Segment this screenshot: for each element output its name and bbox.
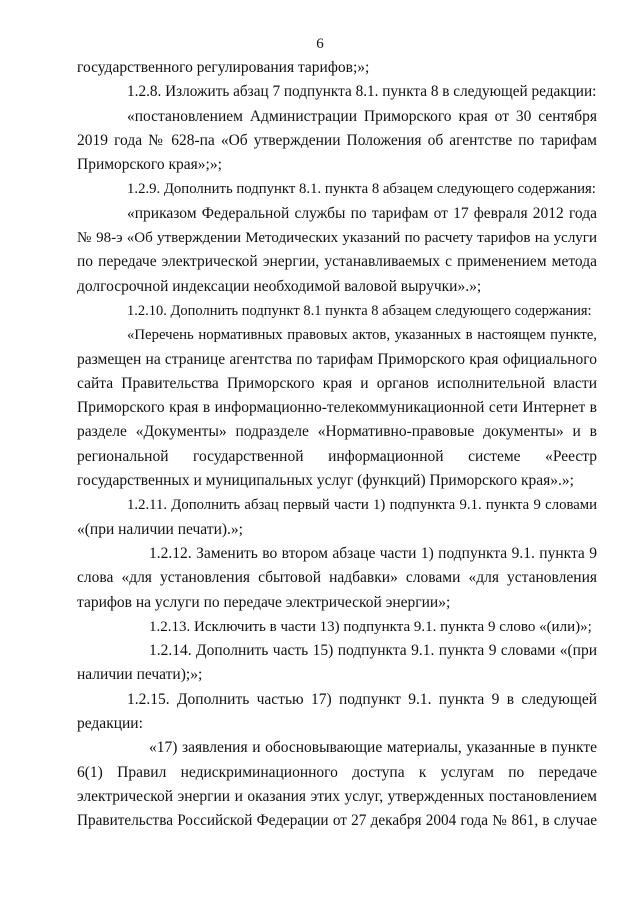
- text-line: «(при наличии печати).»;: [77, 520, 243, 538]
- text-line: 1.2.13. Исключить в части 13) подпункта 9.1. пункта 9 слово «(или)»;: [149, 618, 592, 635]
- text-line: государственных и муниципальных услуг (функций) Приморского края».»;: [77, 472, 574, 490]
- text-line: Правительства Российской Федерации от 27 декабря 2004 года № 861, в случае: [77, 812, 597, 830]
- text-line: 1.2.11. Дополнить абзац первый части 1) подпункта 9.1. пункта 9 словами: [127, 497, 597, 514]
- text-line: № 98-э «Об утверждении Методических указаний по расчету тарифов на услуги: [77, 230, 597, 247]
- text-line: 1.2.15. Дополнить частью 17) подпункт 9.1. пункта 9 в следующей: [127, 690, 597, 708]
- text-line: слова «для установления сбытовой надбавки» словами «для установления: [77, 569, 597, 587]
- text-line: 1.2.8. Изложить абзац 7 подпункта 8.1. пункта 8 в следующей редакции:: [127, 83, 597, 101]
- page-number: 6: [316, 36, 324, 52]
- text-line: сайта Правительства Приморского края и органов исполнительной власти: [77, 374, 597, 392]
- text-line: размещен на странице агентства по тарифам Приморского края официального: [77, 350, 597, 368]
- document-body: [77, 56, 597, 834]
- text-line: «приказом Федеральной службы по тарифам от 17 февраля 2012 года: [127, 204, 597, 222]
- text-line: тарифов на услуги по передаче электрической энергии»;: [77, 593, 451, 611]
- text-line: 1.2.9. Дополнить подпункт 8.1. пункта 8 абзацем следующего содержания:: [127, 181, 596, 198]
- text-line: редакции:: [77, 715, 143, 733]
- text-line: 1.2.12. Заменить во втором абзаце части 1) подпункта 9.1. пункта 9: [149, 544, 597, 562]
- text-line: долгосрочной индексации необходимой валовой выручки».»;: [77, 277, 482, 295]
- text-line: «17) заявления и обосновывающие материалы, указанные в пункте: [149, 739, 597, 757]
- text-line: «Перечень нормативных правовых актов, указанных в настоящем пункте,: [127, 327, 597, 344]
- text-line: «постановлением Администрации Приморского края от 30 сентября: [127, 107, 597, 125]
- text-line: Приморского края»;»;: [77, 156, 222, 174]
- text-line: государственного регулирования тарифов;»;: [77, 59, 370, 76]
- text-line: 1.2.10. Дополнить подпункт 8.1 пункта 8 абзацем следующего содержания:: [127, 302, 592, 319]
- text-line: электрической энергии и оказания этих услуг, утвержденных постановлением: [77, 787, 597, 805]
- text-line: разделе «Документы» подразделе «Нормативно-правовые документы» и в: [77, 423, 597, 441]
- text-line: 1.2.14. Дополнить часть 15) подпункта 9.1. пункта 9 словами «(при: [149, 642, 597, 660]
- text-line: 2019 года № 628-па «Об утверждении Положения об агентстве по тарифам: [77, 131, 597, 149]
- text-line: 6(1) Правил недискриминационного доступа к услугам по передаче: [77, 763, 597, 781]
- text-line: региональной государственной информационной системе «Реестр: [77, 447, 597, 465]
- text-line: Приморского края в информационно-телекоммуникационной сети Интернет в: [77, 399, 597, 417]
- text-line: наличии печати);»;: [77, 666, 203, 684]
- text-line: по передаче электрической энергии, устанавливаемых с применением метода: [77, 253, 597, 271]
